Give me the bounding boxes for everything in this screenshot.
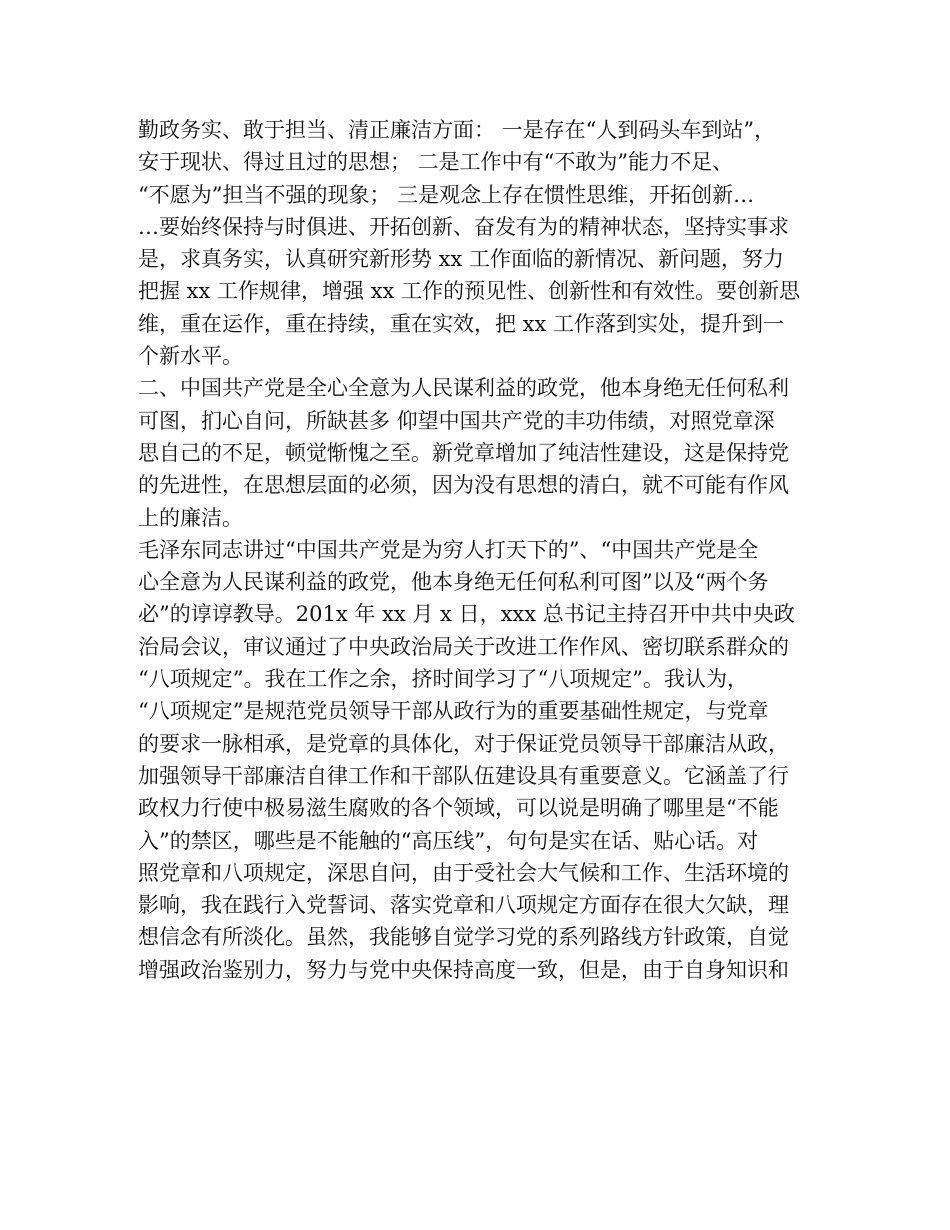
text-line: 安于现状、得过且过的思想； 二是工作中有“不敢为”能力不足、 [138, 150, 734, 175]
text-line: “八项规定”是规范党员领导干部从政行为的重要基础性规定，与党章 [138, 699, 769, 724]
text-line: 思自己的不足，顿觉惭愧之至。新党章增加了纯洁性建设，这是保持党 [138, 440, 789, 465]
text-line: 上的廉洁。 [138, 505, 243, 530]
text-line: 的先进性，在思想层面的必须，因为没有思想的清白，就不可能有作风 [138, 473, 789, 498]
text-line: 毛泽东同志讲过“中国共产党是为穷人打天下的”、“中国共产党是全 [138, 537, 759, 562]
text-line: 勤政务实、敢于担当、清正廉洁方面： 一是存在“人到码头车到站”， [138, 118, 776, 142]
text-line: 想信念有所淡化。虽然，我能够自觉学习党的系列路线方针政策，自觉 [138, 925, 789, 950]
text-line: 可图，扪心自问，所缺甚多 仰望中国共产党的丰功伟绩，对照党章深 [138, 408, 775, 433]
text-line: 增强政治鉴别力，努力与党中央保持高度一致，但是，由于自身知识和 [138, 957, 789, 982]
text-line: 照党章和八项规定，深思自问，由于受社会大气候和工作、生活环境的 [138, 860, 789, 885]
text-line: 政权力行使中极易滋生腐败的各个领域，可以说是明确了哪里是“不能 [138, 796, 779, 821]
text-line: 影响，我在践行入党誓词、落实党章和八项规定方面存在很大欠缺，理 [138, 893, 789, 918]
text-line: 维，重在运作，重在持续，重在实效，把 xx 工作落到实处，提升到一 [138, 311, 785, 336]
text-line: “八项规定”。我在工作之余，挤时间学习了“八项规定”。我认为， [138, 667, 748, 692]
body-text [138, 114, 828, 986]
text-line: 个新水平。 [138, 344, 243, 369]
text-line: 二、中国共产党是全心全意为人民谋利益的政党，他本身绝无任何私利 [138, 376, 789, 401]
text-line: 是，求真务实，认真研究新形势 xx 工作面临的新情况、新问题，努力 [138, 247, 785, 272]
text-line: 的要求一脉相承，是党章的具体化，对于保证党员领导干部廉洁从政， [138, 731, 789, 756]
text-line: 治局会议，审议通过了中央政治局关于改进工作作风、密切联系群众的 [138, 634, 789, 659]
text-line: 必”的谆谆教导。201x 年 xx 月 x 日，xxx 总书记主持召开中共中央政 [138, 602, 795, 627]
text-line: 加强领导干部廉洁自律工作和干部队伍建设具有重要意义。它涵盖了行 [138, 763, 789, 788]
text-line: 心全意为人民谋利益的政党，他本身绝无任何私利可图”以及“两个务 [138, 570, 769, 595]
text-line: …要始终保持与时俱进、开拓创新、奋发有为的精神状态，坚持实事求 [138, 214, 789, 239]
text-line: 把握 xx 工作规律，增强 xx 工作的预见性、创新性和有效性。要创新思 [138, 279, 801, 304]
text-line: “不愿为”担当不强的现象； 三是观念上存在惯性思维，开拓创新… [138, 182, 755, 207]
text-line: 入”的禁区，哪些是不能触的“高压线”，句句是实在话、贴心话。对 [138, 828, 759, 853]
